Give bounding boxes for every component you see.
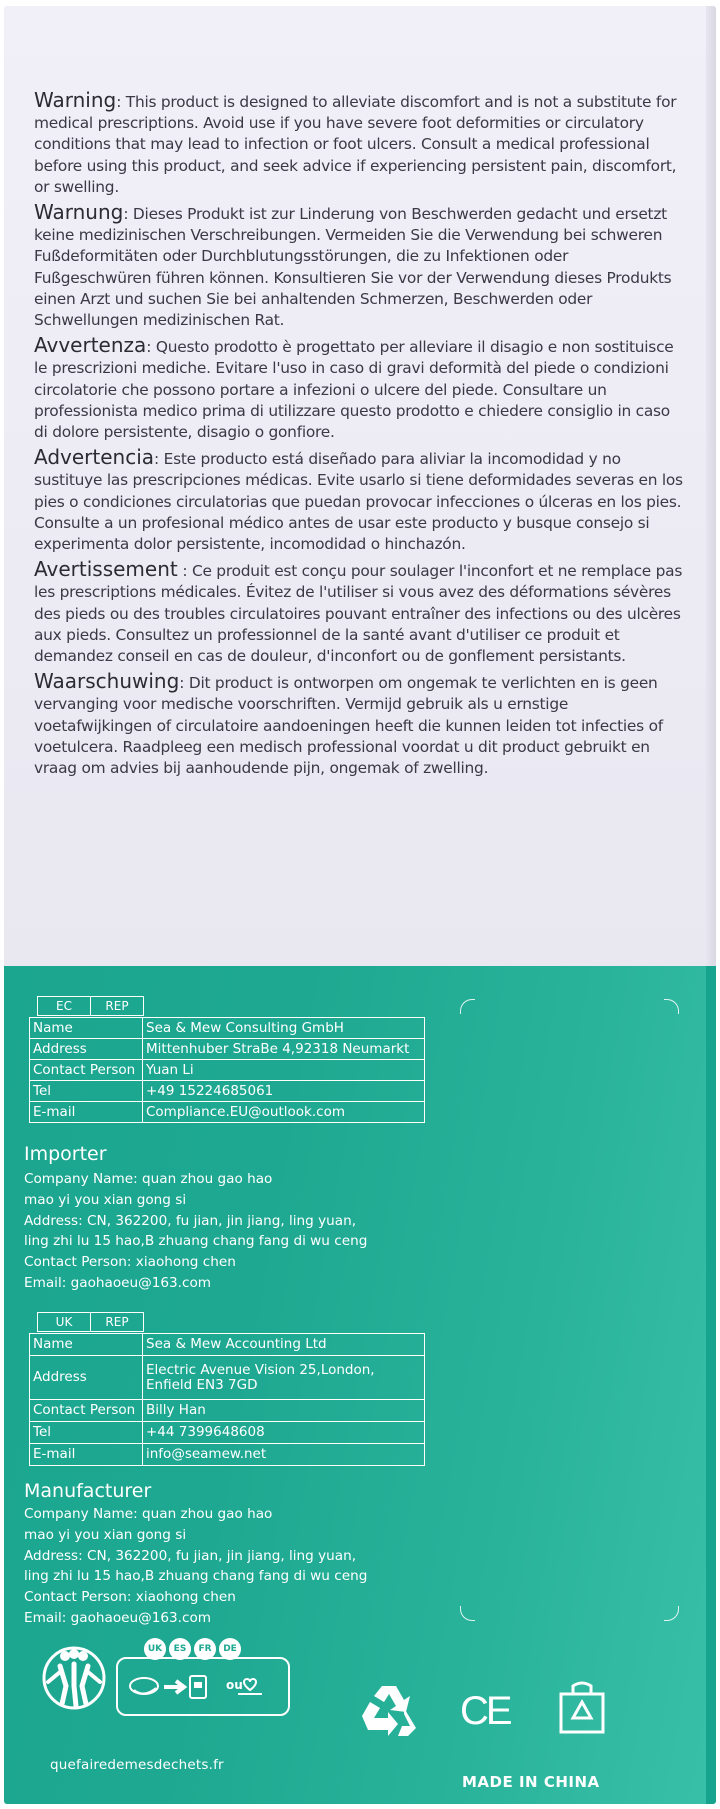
recycle-icon: [358, 1682, 420, 1740]
packaging-sort-icons: [126, 1672, 281, 1702]
flag-uk-icon: UK: [144, 1638, 166, 1660]
recyclable-bag-icon: [557, 1680, 607, 1734]
triman-logo-icon: [38, 1642, 110, 1714]
warning-en: Warning: This product is designed to alleviate discomfort and is not a substitute for medical prescriptions. Avoid use if you have severe foot deformities or circulatory conditions that may lead to infection or foot ulcers. Consult a medical professional before using this product, and seek advice if experiencing persistent pain, discomfort, or swelling.: [34, 88, 677, 196]
manufacturer-block: Manufacturer Company Name: quan zhou gao hao mao yi you xian gong si Address: CN, 362200, fu jian, jin jiang, ling yuan, ling zhi lu 15 hao,B zhuang chang fang di wu ceng Contact Person: xiaohong chen Email: gaohaoeu@163.com: [24, 1480, 368, 1626]
packaging-panel: [4, 6, 716, 1804]
importer-heading: Importer: [24, 1143, 107, 1165]
flag-de-icon: DE: [219, 1638, 241, 1660]
warnings-block: [34, 90, 684, 783]
warning-nl: Waarschuwing: Dit product is ontworpen om ongemak te verlichten en is geen vervanging voor medische voorschriften. Vermijd gebruik als u ernstige voetafwijkingen of circulatoire aandoeningen heeft die kunnen leiden tot infecties of voetulcera. Raadpleeg een medisch professional voordat u dit product gebruikt en vraag om advies bij aanhoudende pijn, ongemak of zwelling.: [34, 669, 663, 778]
flag-fr-icon: FR: [194, 1638, 216, 1660]
ce-mark-icon: CE: [460, 1689, 510, 1733]
ec-rep-tag: EC REP: [37, 996, 144, 1016]
waste-website: quefairedemesdechets.fr: [50, 1757, 224, 1773]
warning-fr: Avertissement : Ce produit est conçu pour soulager l'inconfort et ne remplace pas les prescriptions médicales. Évitez de l'utiliser si vous avez des déformations sévères des pieds ou des troubles circulatoires pouvant entraîner des infections ou des ulcères aux pieds. Consultez un professionnel de la santé avant d'utiliser ce produit et demandez conseil en cas de douleur, d'inconfort ou de gonflement persistants.: [34, 557, 683, 666]
uk-rep-table: Name Sea & Mew Accounting Ltd Address Electric Avenue Vision 25,London, Enfield EN3 7GD Contact Person Billy Han Tel +44 7399648608 E-mail info@seamew.net: [29, 1333, 425, 1466]
flag-es-icon: ES: [169, 1638, 191, 1660]
sorting-ou-label: ou: [226, 1678, 243, 1692]
uk-rep-tag: UK REP: [37, 1312, 144, 1332]
warning-de: Warnung: Dieses Produkt ist zur Linderung von Beschwerden gedacht und ersetzt keine medizinischen Verschreibungen. Vermeiden Sie die Verwendung bei schweren Fußdeformitäten oder Durchblutungsstörungen, die zu Infektionen oder Fußgeschwüren führen können. Konsultieren Sie vor der Verwendung dieses Produkts einen Arzt und suchen Sie bei anhaltenden Schmerzen, Beschwerden oder Schwellungen medizinischen Rat.: [34, 200, 672, 330]
warning-es: Advertencia: Este producto está diseñado para aliviar la incomodidad y no sustituye las prescripciones médicas. Evite usarlo si tiene deformidades severas en los pies o condiciones circulatorias que puedan provocar infecciones o úlceras en los pies. Consulte a un profesional médico antes de usar este producto y busque consejo si experimenta dolor persistente, incomodidad o hinchazón.: [34, 445, 683, 554]
ec-rep-table: Name Sea & Mew Consulting GmbH Address Mittenhuber StraBe 4,92318 Neumarkt Contact Person Yuan Li Tel +49 15224685061 E-mail Compliance.EU@outlook.com: [29, 1017, 425, 1123]
importer-block: Importer Company Name: quan zhou gao hao mao yi you xian gong si Address: CN, 362200, fu jian, jin jiang, ling yuan, ling zhi lu 15 hao,B zhuang chang fang di wu ceng Contact Person: xiaohong chen Email: gaohaoeu@163.com: [24, 1143, 368, 1291]
box-side-edge-teal: [706, 966, 716, 1804]
country-flags: [144, 1638, 241, 1660]
warning-it: Avvertenza: Questo prodotto è progettato per alleviare il disagio e non sostituisce le prescrizioni mediche. Evitare l'uso in caso di gravi deformità del piede o condizioni circolatorie che possono portare a infezioni o ulcere del piede. Consultare un professionista medico prima di utilizzare questo prodotto e chiedere consiglio in caso di dolore persistente, disagio o gonfiore.: [34, 333, 674, 442]
manufacturer-heading: Manufacturer: [24, 1480, 152, 1502]
made-in-china: MADE IN CHINA: [462, 1773, 600, 1791]
